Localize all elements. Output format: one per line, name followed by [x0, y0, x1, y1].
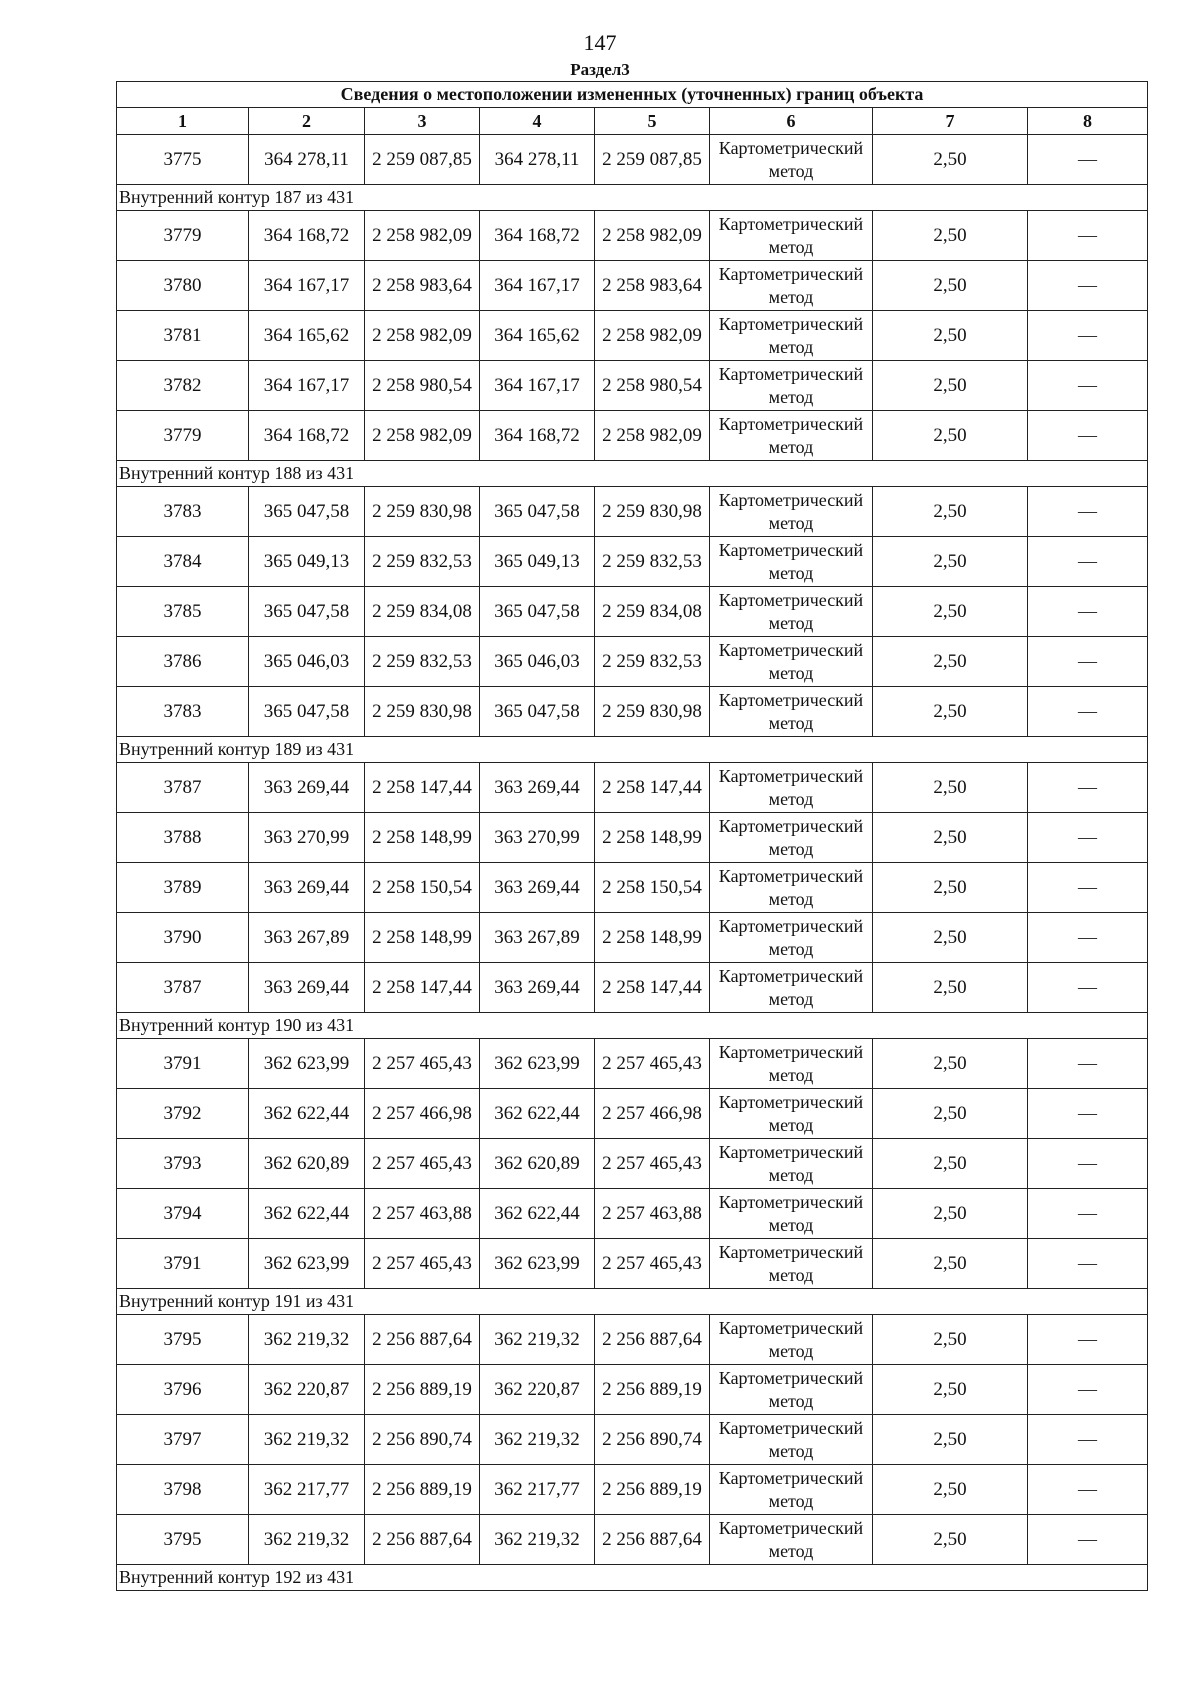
cell-y-old: 2 258 148,99 [365, 813, 480, 863]
cell-method: Картометрический метод [710, 1189, 873, 1239]
cell-method: Картометрический метод [710, 863, 873, 913]
cell-y-new: 2 257 465,43 [595, 1239, 710, 1289]
cell-description: — [1028, 1415, 1148, 1465]
cell-y-new: 2 258 982,09 [595, 211, 710, 261]
cell-x-new: 362 622,44 [480, 1189, 595, 1239]
cell-point-number: 3786 [117, 637, 249, 687]
cell-description: — [1028, 1089, 1148, 1139]
cell-x-old: 364 278,11 [249, 135, 365, 185]
contour-label: Внутренний контур 188 из 431 [117, 461, 1148, 487]
cell-y-new: 2 259 832,53 [595, 637, 710, 687]
cell-x-new: 362 220,87 [480, 1365, 595, 1415]
cell-method: Картометрический метод [710, 1089, 873, 1139]
cell-accuracy: 2,50 [873, 361, 1028, 411]
cell-point-number: 3792 [117, 1089, 249, 1139]
table-row [117, 1139, 1148, 1189]
cell-x-new: 362 623,99 [480, 1039, 595, 1089]
cell-y-old: 2 258 982,09 [365, 211, 480, 261]
cell-x-new: 362 219,32 [480, 1515, 595, 1565]
cell-y-old: 2 259 832,53 [365, 637, 480, 687]
cell-method: Картометрический метод [710, 637, 873, 687]
cell-y-new: 2 257 463,88 [595, 1189, 710, 1239]
cell-x-new: 364 168,72 [480, 411, 595, 461]
cell-y-old: 2 258 150,54 [365, 863, 480, 913]
cell-point-number: 3797 [117, 1415, 249, 1465]
cell-x-old: 363 269,44 [249, 863, 365, 913]
cell-description: — [1028, 311, 1148, 361]
contour-label: Внутренний контур 187 из 431 [117, 185, 1148, 211]
cell-method: Картометрический метод [710, 1415, 873, 1465]
cell-x-new: 363 270,99 [480, 813, 595, 863]
table-row [117, 1465, 1148, 1515]
cell-description: — [1028, 1139, 1148, 1189]
cell-point-number: 3779 [117, 411, 249, 461]
cell-point-number: 3791 [117, 1239, 249, 1289]
cell-x-new: 362 620,89 [480, 1139, 595, 1189]
cell-y-old: 2 259 830,98 [365, 487, 480, 537]
cell-point-number: 3785 [117, 587, 249, 637]
table-row [117, 587, 1148, 637]
cell-accuracy: 2,50 [873, 813, 1028, 863]
cell-y-new: 2 258 148,99 [595, 913, 710, 963]
cell-y-new: 2 258 982,09 [595, 311, 710, 361]
cell-y-new: 2 256 887,64 [595, 1515, 710, 1565]
cell-y-new: 2 258 982,09 [595, 411, 710, 461]
cell-x-old: 365 047,58 [249, 487, 365, 537]
table-row [117, 1315, 1148, 1365]
cell-y-new: 2 256 889,19 [595, 1365, 710, 1415]
cell-x-old: 365 047,58 [249, 687, 365, 737]
cell-method: Картометрический метод [710, 763, 873, 813]
table-row [117, 537, 1148, 587]
cell-point-number: 3789 [117, 863, 249, 913]
cell-y-new: 2 258 983,64 [595, 261, 710, 311]
cell-x-new: 364 167,17 [480, 261, 595, 311]
table-row [117, 261, 1148, 311]
cell-method: Картометрический метод [710, 813, 873, 863]
cell-y-old: 2 256 887,64 [365, 1315, 480, 1365]
cell-description: — [1028, 1465, 1148, 1515]
cell-x-new: 362 623,99 [480, 1239, 595, 1289]
cell-x-new: 362 219,32 [480, 1315, 595, 1365]
table-row [117, 963, 1148, 1013]
cell-accuracy: 2,50 [873, 261, 1028, 311]
cell-y-old: 2 259 830,98 [365, 687, 480, 737]
cell-y-new: 2 258 147,44 [595, 963, 710, 1013]
cell-description: — [1028, 587, 1148, 637]
cell-y-new: 2 258 147,44 [595, 763, 710, 813]
cell-accuracy: 2,50 [873, 135, 1028, 185]
cell-accuracy: 2,50 [873, 1089, 1028, 1139]
cell-x-old: 365 047,58 [249, 587, 365, 637]
cell-x-new: 365 046,03 [480, 637, 595, 687]
column-number-2: 2 [249, 108, 365, 135]
cell-x-new: 364 165,62 [480, 311, 595, 361]
cell-point-number: 3784 [117, 537, 249, 587]
cell-y-old: 2 256 889,19 [365, 1465, 480, 1515]
cell-description: — [1028, 1189, 1148, 1239]
cell-accuracy: 2,50 [873, 1415, 1028, 1465]
cell-y-old: 2 257 465,43 [365, 1139, 480, 1189]
table-row [117, 637, 1148, 687]
cell-y-old: 2 256 890,74 [365, 1415, 480, 1465]
cell-point-number: 3781 [117, 311, 249, 361]
cell-description: — [1028, 411, 1148, 461]
cell-point-number: 3788 [117, 813, 249, 863]
cell-x-new: 364 168,72 [480, 211, 595, 261]
cell-method: Картометрический метод [710, 211, 873, 261]
cell-description: — [1028, 1239, 1148, 1289]
table-row [117, 411, 1148, 461]
table-row [117, 135, 1148, 185]
cell-y-new: 2 259 087,85 [595, 135, 710, 185]
cell-method: Картометрический метод [710, 1515, 873, 1565]
cell-point-number: 3787 [117, 963, 249, 1013]
cell-x-new: 363 267,89 [480, 913, 595, 963]
cell-x-old: 363 267,89 [249, 913, 365, 963]
contour-row [117, 1289, 1148, 1315]
cell-point-number: 3783 [117, 687, 249, 737]
cell-description: — [1028, 963, 1148, 1013]
column-number-8: 8 [1028, 108, 1148, 135]
cell-accuracy: 2,50 [873, 487, 1028, 537]
cell-description: — [1028, 863, 1148, 913]
table-row [117, 763, 1148, 813]
cell-y-new: 2 257 465,43 [595, 1139, 710, 1189]
cell-y-new: 2 258 980,54 [595, 361, 710, 411]
cell-description: — [1028, 1365, 1148, 1415]
cell-accuracy: 2,50 [873, 311, 1028, 361]
cell-y-new: 2 259 834,08 [595, 587, 710, 637]
cell-accuracy: 2,50 [873, 1039, 1028, 1089]
cell-y-new: 2 257 466,98 [595, 1089, 710, 1139]
cell-x-new: 364 167,17 [480, 361, 595, 411]
cell-y-old: 2 258 980,54 [365, 361, 480, 411]
cell-x-new: 362 219,32 [480, 1415, 595, 1465]
cell-method: Картометрический метод [710, 1039, 873, 1089]
cell-accuracy: 2,50 [873, 1189, 1028, 1239]
cell-accuracy: 2,50 [873, 637, 1028, 687]
cell-y-old: 2 258 147,44 [365, 963, 480, 1013]
cell-point-number: 3796 [117, 1365, 249, 1415]
cell-point-number: 3798 [117, 1465, 249, 1515]
cell-x-new: 364 278,11 [480, 135, 595, 185]
cell-point-number: 3794 [117, 1189, 249, 1239]
cell-x-old: 362 220,87 [249, 1365, 365, 1415]
contour-label: Внутренний контур 189 из 431 [117, 737, 1148, 763]
cell-accuracy: 2,50 [873, 1139, 1028, 1189]
table-row [117, 1189, 1148, 1239]
cell-accuracy: 2,50 [873, 913, 1028, 963]
column-number-1: 1 [117, 108, 249, 135]
cell-x-new: 363 269,44 [480, 863, 595, 913]
contour-row [117, 1565, 1148, 1591]
column-number-5: 5 [595, 108, 710, 135]
cell-x-old: 364 165,62 [249, 311, 365, 361]
cell-point-number: 3783 [117, 487, 249, 537]
cell-accuracy: 2,50 [873, 1315, 1028, 1365]
cell-y-new: 2 256 887,64 [595, 1315, 710, 1365]
cell-method: Картометрический метод [710, 1465, 873, 1515]
cell-y-old: 2 258 982,09 [365, 411, 480, 461]
table-row [117, 487, 1148, 537]
cell-accuracy: 2,50 [873, 963, 1028, 1013]
column-number-6: 6 [710, 108, 873, 135]
cell-point-number: 3780 [117, 261, 249, 311]
cell-method: Картометрический метод [710, 1365, 873, 1415]
cell-method: Картометрический метод [710, 487, 873, 537]
boundary-coordinates-table [116, 81, 1148, 1591]
cell-y-old: 2 258 148,99 [365, 913, 480, 963]
cell-x-new: 362 217,77 [480, 1465, 595, 1515]
cell-y-old: 2 259 834,08 [365, 587, 480, 637]
contour-label: Внутренний контур 191 из 431 [117, 1289, 1148, 1315]
cell-y-old: 2 259 087,85 [365, 135, 480, 185]
cell-accuracy: 2,50 [873, 1515, 1028, 1565]
table-row [117, 1515, 1148, 1565]
cell-x-old: 363 270,99 [249, 813, 365, 863]
cell-x-new: 365 049,13 [480, 537, 595, 587]
cell-y-new: 2 256 889,19 [595, 1465, 710, 1515]
cell-x-new: 363 269,44 [480, 763, 595, 813]
page-number: 147 [583, 30, 617, 55]
cell-description: — [1028, 211, 1148, 261]
cell-y-new: 2 259 830,98 [595, 487, 710, 537]
cell-accuracy: 2,50 [873, 1465, 1028, 1515]
cell-x-old: 362 623,99 [249, 1039, 365, 1089]
cell-x-old: 362 217,77 [249, 1465, 365, 1515]
cell-description: — [1028, 1039, 1148, 1089]
cell-y-new: 2 256 890,74 [595, 1415, 710, 1465]
cell-description: — [1028, 487, 1148, 537]
table-row [117, 1415, 1148, 1465]
cell-accuracy: 2,50 [873, 587, 1028, 637]
cell-y-old: 2 257 463,88 [365, 1189, 480, 1239]
table-row [117, 1365, 1148, 1415]
cell-method: Картометрический метод [710, 135, 873, 185]
cell-y-old: 2 258 982,09 [365, 311, 480, 361]
contour-label: Внутренний контур 190 из 431 [117, 1013, 1148, 1039]
cell-y-old: 2 258 147,44 [365, 763, 480, 813]
cell-description: — [1028, 1515, 1148, 1565]
cell-y-new: 2 259 832,53 [595, 537, 710, 587]
cell-x-old: 364 168,72 [249, 411, 365, 461]
cell-x-new: 362 622,44 [480, 1089, 595, 1139]
cell-x-old: 362 219,32 [249, 1315, 365, 1365]
cell-description: — [1028, 637, 1148, 687]
table-row [117, 311, 1148, 361]
cell-x-old: 363 269,44 [249, 963, 365, 1013]
cell-method: Картометрический метод [710, 537, 873, 587]
table-row [117, 361, 1148, 411]
column-number-7: 7 [873, 108, 1028, 135]
column-number-row [117, 108, 1148, 135]
cell-x-new: 365 047,58 [480, 687, 595, 737]
cell-description: — [1028, 361, 1148, 411]
table-row [117, 1039, 1148, 1089]
cell-description: — [1028, 687, 1148, 737]
table-row [117, 211, 1148, 261]
cell-y-old: 2 257 466,98 [365, 1089, 480, 1139]
cell-description: — [1028, 135, 1148, 185]
cell-y-old: 2 258 983,64 [365, 261, 480, 311]
cell-y-old: 2 257 465,43 [365, 1239, 480, 1289]
cell-accuracy: 2,50 [873, 1365, 1028, 1415]
cell-x-old: 362 623,99 [249, 1239, 365, 1289]
cell-description: — [1028, 813, 1148, 863]
cell-point-number: 3791 [117, 1039, 249, 1089]
cell-x-old: 364 167,17 [249, 261, 365, 311]
cell-point-number: 3790 [117, 913, 249, 963]
cell-y-new: 2 258 150,54 [595, 863, 710, 913]
cell-method: Картометрический метод [710, 913, 873, 963]
cell-point-number: 3775 [117, 135, 249, 185]
contour-row [117, 737, 1148, 763]
contour-label: Внутренний контур 192 из 431 [117, 1565, 1148, 1591]
column-number-4: 4 [480, 108, 595, 135]
cell-method: Картометрический метод [710, 261, 873, 311]
cell-y-old: 2 257 465,43 [365, 1039, 480, 1089]
cell-method: Картометрический метод [710, 1315, 873, 1365]
cell-method: Картометрический метод [710, 361, 873, 411]
cell-y-old: 2 256 889,19 [365, 1365, 480, 1415]
cell-description: — [1028, 913, 1148, 963]
cell-accuracy: 2,50 [873, 1239, 1028, 1289]
column-number-3: 3 [365, 108, 480, 135]
contour-row [117, 461, 1148, 487]
cell-point-number: 3793 [117, 1139, 249, 1189]
cell-y-new: 2 259 830,98 [595, 687, 710, 737]
cell-method: Картометрический метод [710, 687, 873, 737]
cell-method: Картометрический метод [710, 963, 873, 1013]
cell-x-old: 363 269,44 [249, 763, 365, 813]
cell-description: — [1028, 1315, 1148, 1365]
table-row [117, 1239, 1148, 1289]
cell-y-old: 2 259 832,53 [365, 537, 480, 587]
cell-description: — [1028, 763, 1148, 813]
cell-y-new: 2 257 465,43 [595, 1039, 710, 1089]
cell-x-old: 362 620,89 [249, 1139, 365, 1189]
cell-method: Картометрический метод [710, 587, 873, 637]
table-row [117, 863, 1148, 913]
cell-x-old: 364 167,17 [249, 361, 365, 411]
cell-point-number: 3787 [117, 763, 249, 813]
cell-accuracy: 2,50 [873, 863, 1028, 913]
cell-y-new: 2 258 148,99 [595, 813, 710, 863]
contour-row [117, 1013, 1148, 1039]
cell-x-new: 363 269,44 [480, 963, 595, 1013]
cell-x-old: 365 046,03 [249, 637, 365, 687]
cell-method: Картометрический метод [710, 411, 873, 461]
table-row [117, 1089, 1148, 1139]
cell-x-old: 365 049,13 [249, 537, 365, 587]
table-title: Сведения о местоположении измененных (уточненных) границ объекта [117, 82, 1148, 108]
cell-y-old: 2 256 887,64 [365, 1515, 480, 1565]
cell-point-number: 3795 [117, 1315, 249, 1365]
cell-x-old: 362 622,44 [249, 1189, 365, 1239]
cell-x-old: 362 219,32 [249, 1415, 365, 1465]
cell-x-old: 364 168,72 [249, 211, 365, 261]
cell-accuracy: 2,50 [873, 687, 1028, 737]
section-title: Раздел3 [570, 60, 630, 79]
cell-point-number: 3782 [117, 361, 249, 411]
table-row [117, 913, 1148, 963]
cell-method: Картометрический метод [710, 1239, 873, 1289]
cell-description: — [1028, 537, 1148, 587]
cell-accuracy: 2,50 [873, 763, 1028, 813]
cell-accuracy: 2,50 [873, 211, 1028, 261]
cell-accuracy: 2,50 [873, 411, 1028, 461]
cell-description: — [1028, 261, 1148, 311]
cell-point-number: 3795 [117, 1515, 249, 1565]
cell-accuracy: 2,50 [873, 537, 1028, 587]
cell-method: Картометрический метод [710, 1139, 873, 1189]
contour-row [117, 185, 1148, 211]
table-row [117, 813, 1148, 863]
cell-x-new: 365 047,58 [480, 587, 595, 637]
cell-x-old: 362 622,44 [249, 1089, 365, 1139]
cell-x-new: 365 047,58 [480, 487, 595, 537]
cell-method: Картометрический метод [710, 311, 873, 361]
cell-point-number: 3779 [117, 211, 249, 261]
table-row [117, 687, 1148, 737]
cell-x-old: 362 219,32 [249, 1515, 365, 1565]
